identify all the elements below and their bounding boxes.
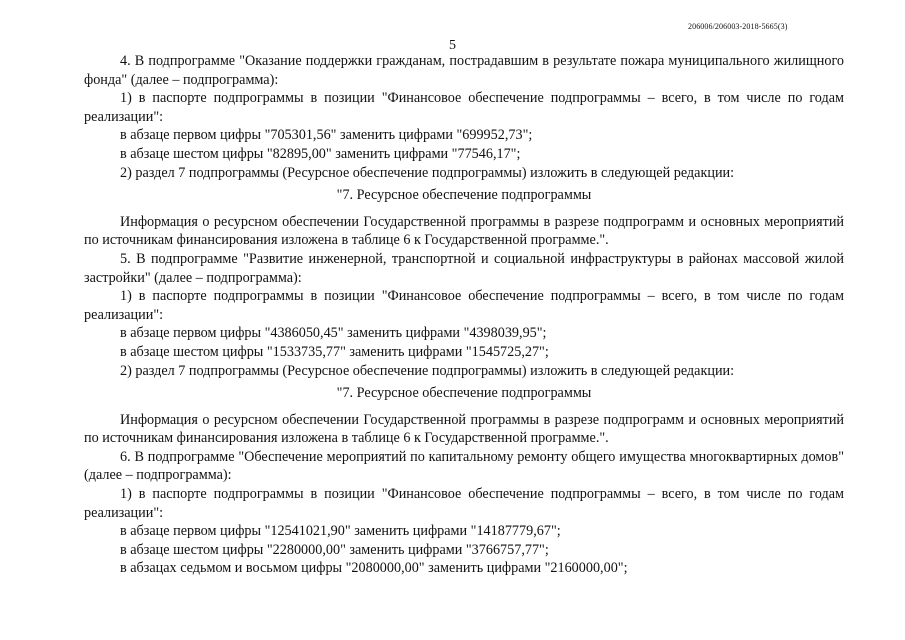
section-heading: "7. Ресурсное обеспечение подпрограммы (336, 385, 592, 402)
paragraph: 1) в паспорте подпрограммы в позиции "Финансовое обеспечение подпрограммы – всего, в том числе по годам реализации": (84, 90, 844, 125)
paragraph: в абзацах седьмом и восьмом цифры "2080000,00" заменить цифрами "2160000,00"; (120, 560, 628, 577)
document-body (84, 52, 844, 578)
paragraph: в абзаце первом цифры "705301,56" заменить цифрами "699952,73"; (120, 127, 533, 144)
paragraph: Информация о ресурсном обеспечении Государственной программы в разрезе подпрограмм и основных мероприятий по источникам финансирования изложена в таблице 6 к Государственной программе.". (84, 213, 844, 249)
paragraph: в абзаце первом цифры "12541021,90" заменить цифрами "14187779,67"; (120, 523, 561, 540)
section-heading: "7. Ресурсное обеспечение подпрограммы (336, 187, 592, 204)
paragraph: в абзаце первом цифры "4386050,45" заменить цифрами "4398039,95"; (120, 325, 547, 342)
paragraph: в абзаце шестом цифры "2280000,00" заменить цифрами "3766757,77"; (120, 541, 549, 558)
paragraph: 2) раздел 7 подпрограммы (Ресурсное обеспечение подпрограммы) изложить в следующей редакции: (120, 164, 735, 181)
paragraph: 1) в паспорте подпрограммы в позиции "Финансовое обеспечение подпрограммы – всего, в том числе по годам реализации": (84, 486, 844, 521)
page-number: 5 (449, 38, 456, 53)
paragraph-4: 4. В подпрограмме "Оказание поддержки гражданам, пострадавшим в результате пожара муниципального жилищного фонда" (далее – подпрограмма): (84, 53, 844, 88)
paragraph: в абзаце шестом цифры "82895,00" заменить цифрами "77546,17"; (120, 145, 521, 162)
paragraph: Информация о ресурсном обеспечении Государственной программы в разрезе подпрограмм и основных мероприятий по источникам финансирования изложена в таблице 6 к Государственной программе.". (84, 411, 844, 447)
paragraph-5: 5. В подпрограмме "Развитие инженерной, транспортной и социальной инфраструктуры в районах массовой жилой застройки" (далее – подпрограмма): (84, 250, 844, 286)
paragraph: в абзаце шестом цифры "1533735,77" заменить цифрами "1545725,27"; (120, 343, 549, 360)
document-id: 206006/206003-2018-5665(3) (688, 22, 788, 31)
paragraph: 2) раздел 7 подпрограммы (Ресурсное обеспечение подпрограммы) изложить в следующей редакции: (120, 362, 735, 379)
paragraph-6: 6. В подпрограмме "Обеспечение мероприятий по капитальному ремонту общего имущества многоквартирных домов" (далее – подпрограмма): (84, 448, 844, 484)
paragraph: 1) в паспорте подпрограммы в позиции "Финансовое обеспечение подпрограммы – всего, в том числе по годам реализации": (84, 288, 844, 323)
